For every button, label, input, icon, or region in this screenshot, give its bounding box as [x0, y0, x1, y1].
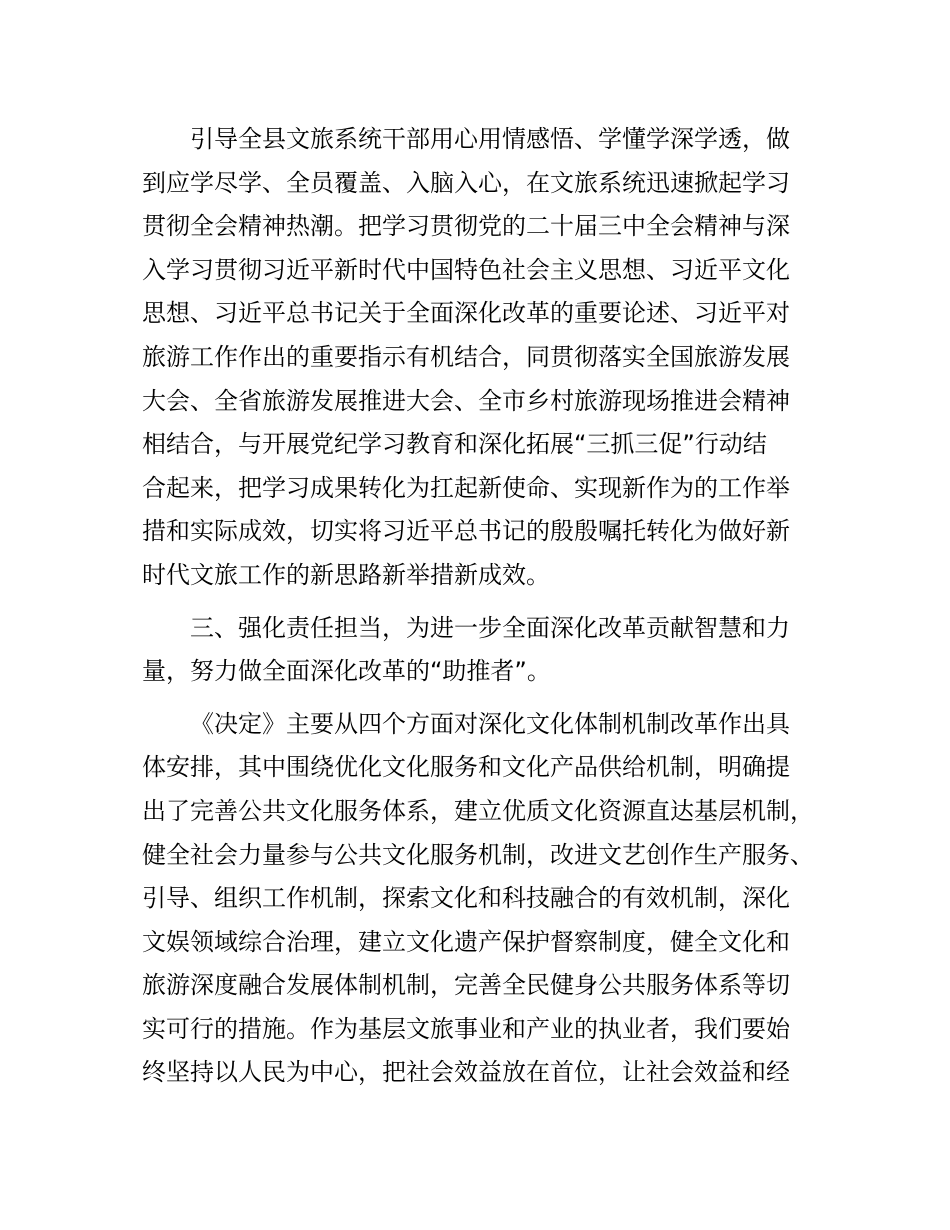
text-line: 思想、习近平总书记关于全面深化改革的重要论述、习近平对: [142, 299, 790, 328]
text-line: 实可行的措施。作为基层文旅事业和产业的执业者，我们要始: [142, 1014, 790, 1043]
text-line: 措和实际成效，切实将习近平总书记的殷殷嘱托转化为做好新: [142, 517, 790, 546]
text-line: 终坚持以人民为中心，把社会效益放在首位，让社会效益和经: [142, 1058, 790, 1087]
document-body: [142, 118, 832, 1104]
text-line: 三、强化责任担当，为进一步全面深化改革贡献智慧和力: [190, 613, 790, 642]
text-line: 量，努力做全面深化改革的“助推者”。: [142, 657, 551, 686]
text-line: 相结合，与开展党纪学习教育和深化拓展“三抓三促”行动结: [142, 430, 767, 459]
text-line: 《决定》主要从四个方面对深化文化体制机制改革作出具: [190, 709, 790, 738]
paragraph-study-implementation: [142, 118, 832, 598]
paragraph-decision-reform: [142, 703, 832, 1095]
section-heading-three: [142, 607, 832, 694]
text-line: 贯彻全会精神热潮。把学习贯彻党的二十届三中全会精神与深: [142, 212, 790, 241]
text-line: 健全社会力量参与公共文化服务机制，改进文艺创作生产服务、: [142, 840, 814, 869]
text-line: 合起来，把学习成果转化为扛起新使命、实现新作为的工作举: [142, 473, 790, 502]
text-line: 大会、全省旅游发展推进大会、全市乡村旅游现场推进会精神: [142, 386, 790, 415]
text-line: 时代文旅工作的新思路新举措新成效。: [142, 560, 550, 589]
text-line: 体安排，其中围绕优化文化服务和文化产品供给机制，明确提: [142, 753, 790, 782]
text-line: 旅游深度融合发展体制机制，完善全民健身公共服务体系等切: [142, 971, 790, 1000]
text-line: 引导、组织工作机制，探索文化和科技融合的有效机制，深化: [142, 884, 790, 913]
text-line: 旅游工作作出的重要指示有机结合，同贯彻落实全国旅游发展: [142, 342, 790, 371]
text-line: 引导全县文旅系统干部用心用情感悟、学懂学深学透，做: [190, 125, 790, 153]
text-line: 入学习贯彻习近平新时代中国特色社会主义思想、习近平文化: [142, 255, 790, 284]
text-line: 文娱领域综合治理，建立文化遗产保护督察制度，健全文化和: [142, 927, 790, 956]
text-line: 出了完善公共文化服务体系，建立优质文化资源直达基层机制，: [142, 796, 814, 825]
text-line: 到应学尽学、全员覆盖、入脑入心，在文旅系统迅速掀起学习: [142, 168, 790, 197]
